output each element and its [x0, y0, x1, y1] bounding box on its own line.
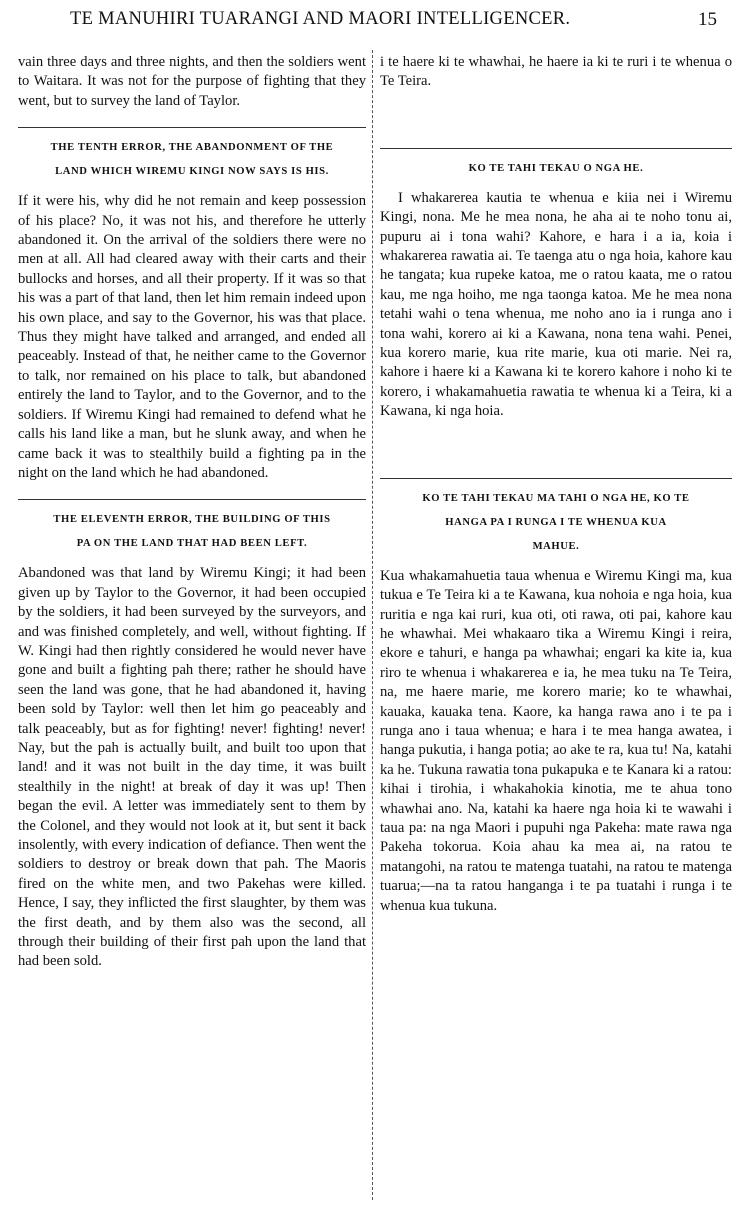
spacer — [18, 128, 366, 136]
section-body-eleventh-error: Abandoned was that land by Wiremu Kingi; it had been given up by Taylor to the Governor, it had been occupied by the soldiers, it had been surveyed by the surveyors, and and was finished completely, and well, without fighting. If W. Kingi had then rightly considered he would never have gone and built a fighting pah there; rather he should have seen the land was gone, that he had abandoned it, having been sold by Taylor: well then let him go peaceably and talk peaceably, but as for fighting! never! fighting! never! Nay, but the pah is actually built, and built too upon that land! and it was not built in the day time, it was built stealthily in the night! at break of day it was up! Then began the evil. A letter was immediately sent to them by the Colonel, and they would not look at it, but sent it back insolently, with every indication of defiance. Then went the soldiers to destroy or break down that pah. The Maoris fired on the white men, and two Pakehas were killed. Hence, I say, they inflicted the first slaughter, by them was the first death, and by them also was the second, all through their building of their first pah upon the land that had been sold. — [18, 565, 366, 970]
heading-line: LAND WHICH WIREMU KINGI NOW SAYS IS HIS. — [55, 166, 329, 178]
section-heading-tenth-error — [18, 136, 366, 184]
spacer — [18, 184, 366, 192]
section-heading-tahi-tekau — [380, 157, 732, 181]
section-heading-tahi-tekau-ma-tahi — [380, 487, 732, 559]
section-body-tahi-tekau: I whakarerea kautia te whenua e kiia nei i Wiremu Kingi, nona. Me he mea nona, he aha ai te noho tonu ai, pupuru ai i tona wahi? Kahore, e hara i a ia, koia i whakarerea rawatia ai. Te taenga atu o nga hoia, kahore kau he tangata; kua rupeke katoa, me o ratou kaata, me o ratou kau, me nga hoiho, me nga taonga katoa. Me he mea nona tetahi wahi o tena whenua, me noho ano ia i runga ano i tona wahi, korero ai ki a Kawana, nona tena wahi. Penei, kua korero marie, kua rite marie, kua oti marie. Nei ra, kahore i haere ki a Kawana ki te korero kahore i noho ki te korero, i whakamahuetia rawatia te whenua ki a Teira, ki a Kawana, ki nga hoia. — [380, 189, 732, 420]
heading-line: THE TENTH ERROR, THE ABANDONMENT OF THE — [50, 142, 334, 154]
section-body-tenth-error: If it were his, why did he not remain and keep possession of his place? No, it was not his, and therefore he utterly abandoned it. On the arrival of the soldiers there were no men at all. All had cleared away with their carts and their bullocks and horses, and all their property. If it was so that his was a part of that land, then let him remain indeed upon his own place, and say to the Governor, his was that place. Thus they might have talked and arranged, and ended all peaceably. Instead of that, he neither came to the Governor to talk, nor remained on his place to talk, but abandoned entirely the land to Taylor, and to the Governor, and to the soldiers. If Wiremu Kingi had remained to defend what he calls his land like a man, but he slunk away, and when he came back it was to stealthily build a fighting pa in the night on the land which he had abandoned. — [18, 193, 366, 481]
heading-line: MAHUE. — [532, 540, 580, 552]
column-divider — [372, 50, 373, 1200]
heading-line: KO TE TAHI TEKAU MA TAHI O NGA HE, KO TE — [422, 492, 690, 504]
spacer — [18, 500, 366, 508]
page-header — [0, 0, 748, 44]
spacer — [380, 559, 732, 567]
english-column — [18, 53, 366, 972]
spacer — [380, 422, 732, 478]
maori-column — [380, 53, 732, 916]
continued-paragraph: i te haere ki te whawhai, he haere ia ki te ruri i te whenua o Te Teira. — [380, 54, 732, 90]
page-number: 15 — [698, 9, 717, 30]
spacer — [18, 111, 366, 127]
heading-line: HANGA PA I RUNGA I TE WHENUA KUA — [445, 516, 667, 528]
continued-paragraph: vain three days and three nights, and then the soldiers went to Waitara. It was not for the purpose of fighting that they went, but to survey the land of Taylor. — [18, 54, 366, 109]
heading-line: THE ELEVENTH ERROR, THE BUILDING OF THIS — [53, 514, 331, 526]
heading-line: PA ON THE LAND THAT HAD BEEN LEFT. — [76, 538, 308, 550]
section-heading-eleventh-error — [18, 508, 366, 556]
spacer — [380, 181, 732, 189]
section-body-tahi-tekau-ma-tahi: Kua whakamahuetia taua whenua e Wiremu Kingi ma, kua tukua e Te Teira ki a te Kawana, kua nohoia e nga hoia, kua ruritia e nga kai ruri, kua oti, oti rawa, oti pai, kahore kau he whawhai. Mei whakaaro tika a Wiremu Kingi i reira, ekore e tahuri, e hanga pa whawhai; engari ka kite ia, kua riro te whenua i whakarerea e ia, he mea tuku na Te Teira, na, me haere marie, me korero marie; ko te whawhai, kauaka, kauaka tena. Kaore, ka hanga rawa ano i te pa i runga ano i taua whenua; e hara i te mea hanga awatea, i hanga pukutia, i hanga potia; ao ake te ra, kua tu! Na, katahi ka he. Tukuna rawatia tona pukapuka e te Kanara ki a ratou: kihai i tirohia, i whakahokia kinotia, me te ahua tono whawhai ano. Na, katahi ka haere nga hoia ki te wawahi i taua pa: na nga Maori i pupuhi nga Pakeha: mate rawa nga Pakeha tokorua. Koia ahau ka mea ai, na ratou te matangohi, na ratou te matenga tuatahi, na ratou te matenga tuarua;—na ta ratou hanganga i te pa tuatahi i runga i te whenua kua tukuna. — [380, 567, 732, 914]
spacer — [380, 479, 732, 487]
spacer — [18, 483, 366, 499]
running-title: TE MANUHIRI TUARANGI AND MAORI INTELLIGENCER. — [70, 9, 571, 29]
spacer — [380, 92, 732, 148]
heading-line: KO TE TAHI TEKAU O NGA HE. — [468, 162, 644, 174]
spacer — [18, 556, 366, 564]
spacer — [380, 149, 732, 157]
